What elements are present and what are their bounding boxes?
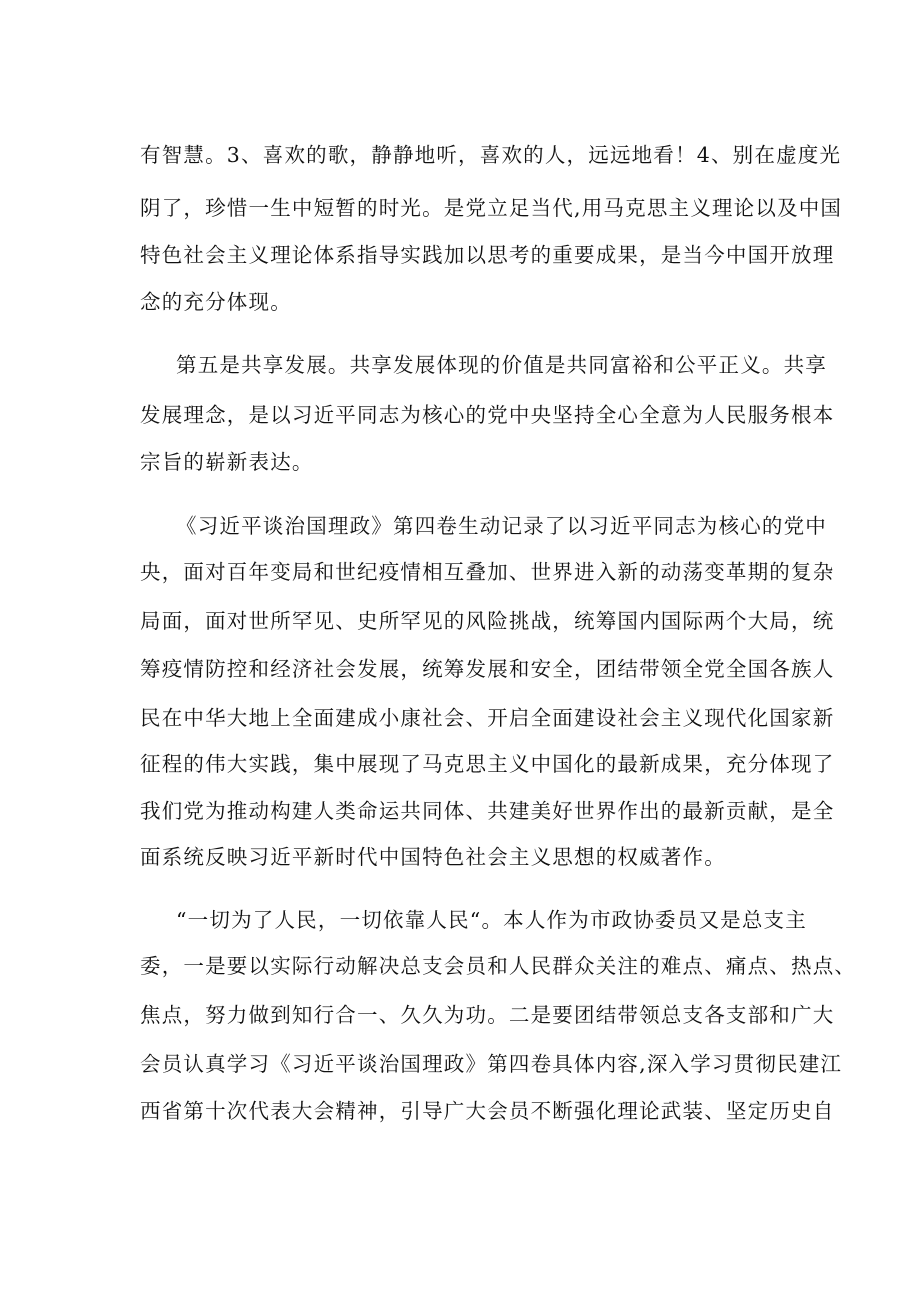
- text-line: 焦点，努力做到知行合一、久久为功。二是要团结带领总支各支部和广大: [140, 1003, 835, 1027]
- text-line: 民在中华大地上全面建成小康社会、开启全面建设社会主义现代化国家新: [140, 706, 835, 730]
- text-line: 念的充分体现。: [140, 290, 292, 314]
- text-line: 央，面对百年变局和世纪疫情相互叠加、世界进入新的动荡变革期的复杂: [140, 560, 835, 584]
- text-line: “一切为了人民，一切依靠人民“。本人作为市政协委员又是总支主: [176, 908, 807, 932]
- text-line: 《习近平谈治国理政》第四卷生动记录了以习近平同志为核心的党中: [176, 514, 827, 538]
- text-line: 阴了，珍惜一生中短暂的时光。是党立足当代,用马克思主义理论以及中国: [140, 196, 843, 220]
- text-line: 第五是共享发展。共享发展体现的价值是共同富裕和公平正义。共享: [176, 353, 827, 377]
- text-line: 我们党为推动构建人类命运共同体、共建美好世界作出的最新贡献，是全: [140, 799, 835, 823]
- text-line: 有智慧。3、喜欢的歌，静静地听，喜欢的人，远远地看！4、别在虚度光: [140, 143, 842, 167]
- text-line: 局面，面对世所罕见、史所罕见的风险挑战，统筹国内国际两个大局，统: [140, 609, 835, 633]
- text-line: 发展理念，是以习近平同志为核心的党中央坚持全心全意为人民服务根本: [140, 403, 835, 427]
- text-line: 面系统反映习近平新时代中国特色社会主义思想的权威著作。: [140, 845, 726, 869]
- text-line: 筹疫情防控和经济社会发展，统筹发展和安全，团结带领全党全国各族人: [140, 657, 835, 681]
- text-line: 西省第十次代表大会精神，引导广大会员不断强化理论武装、坚定历史自: [140, 1099, 835, 1123]
- text-line: 委，一是要以实际行动解决总支会员和人民群众关注的难点、痛点、热点、: [140, 954, 857, 978]
- text-line: 宗旨的崭新表达。: [140, 450, 314, 474]
- text-line: 特色社会主义理论体系指导实践加以思考的重要成果，是当今中国开放理: [140, 243, 835, 267]
- text-line: 会员认真学习《习近平谈治国理政》第四卷具体内容,深入学习贯彻民建江: [140, 1052, 843, 1076]
- text-line: 征程的伟大实践，集中展现了马克思主义中国化的最新成果，充分体现了: [140, 752, 835, 776]
